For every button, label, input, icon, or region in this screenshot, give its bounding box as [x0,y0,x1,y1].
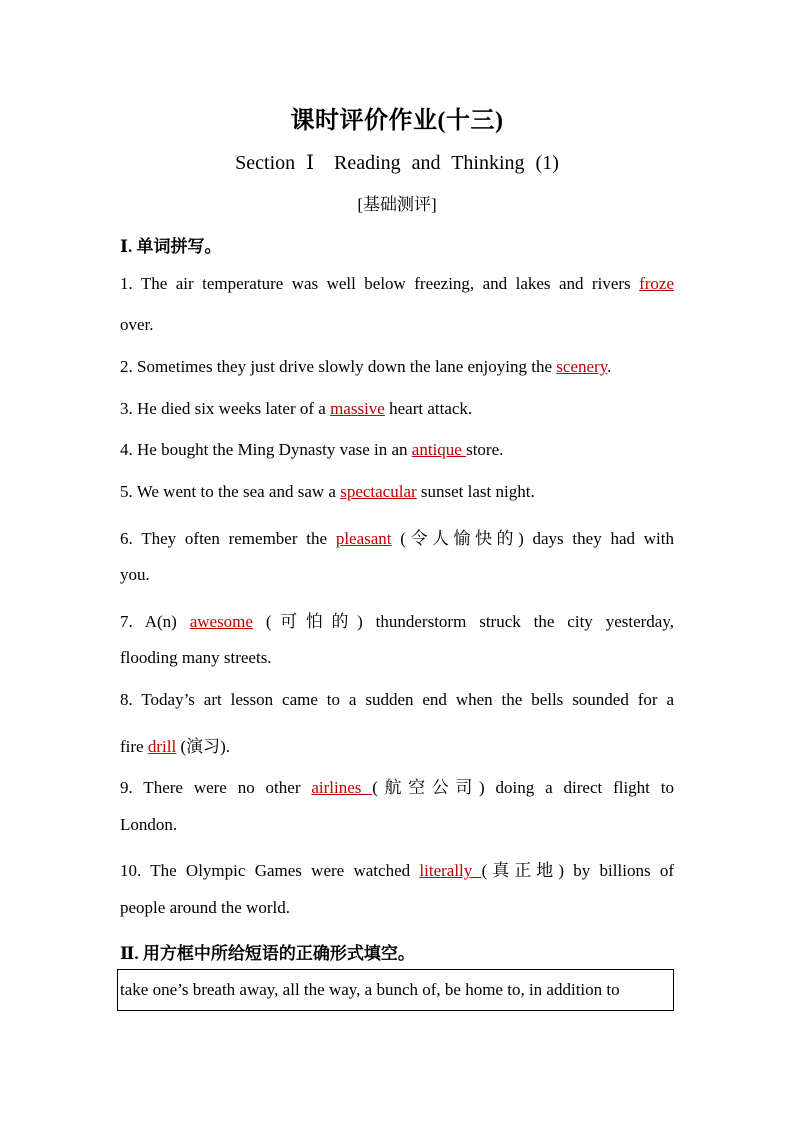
q8-answer: drill [147,737,177,756]
question-8-cont [120,732,674,757]
q9-answer: airlines [311,778,373,797]
q6-text-a: 6. They often remember the [120,529,336,548]
question-4 [120,440,674,460]
q2-answer: scenery [556,357,608,376]
q4-answer: antique [411,440,467,459]
part2-heading: Ⅱ. 用方框中所给短语的正确形式填空。 [120,944,415,963]
q2-text-a: 2. Sometimes they just drive slowly down the lane enjoying the [120,357,557,376]
q1-answer: froze [639,274,674,293]
question-2 [120,357,674,377]
q9-text-b: (航空公司) doing a direct flight to [372,778,674,797]
q7-text-c: flooding many streets. [120,648,272,667]
q7-answer: awesome [189,612,253,631]
section-subtitle: Section Ⅰ Reading and Thinking (1) [235,152,559,174]
q7-text-a: 7. A(n) [120,612,190,631]
q4-text-b: store. [466,440,504,459]
q1-text-b: over. [120,315,154,334]
q5-text-b: sunset last night. [416,482,535,501]
q8-text-a: 8. Today’s art lesson came to a sudden end when the bells sounded for a [120,690,674,709]
q3-text-a: 3. He died six weeks later of a [120,399,331,418]
q10-text-a: 10. The Olympic Games were watched [120,861,420,880]
question-7 [120,607,674,632]
q1-text-a: 1. The air temperature was well below freezing, and lakes and rivers [120,274,640,293]
q10-text-c: people around the world. [120,898,290,917]
q8-text-b: (演习). [176,737,231,756]
question-6-cont [120,565,674,585]
q4-text-a: 4. He bought the Ming Dynasty vase in an [120,440,412,459]
phrase-box: take one’s breath away, all the way, a bunch of, be home to, in addition to [117,969,674,1011]
q3-answer: massive [330,399,385,418]
q3-text-b: heart attack. [384,399,473,418]
question-7-cont [120,648,674,668]
q10-text-b: (真正地) by billions of [481,861,674,880]
q7-text-b: (可怕的) thunderstorm struck the city yesterday, [252,612,674,631]
question-5 [120,482,674,502]
question-3 [120,399,674,419]
q6-answer: pleasant [335,529,392,548]
question-10-cont [120,898,674,918]
q6-text-c: you. [120,565,150,584]
q5-answer: spectacular [340,482,417,501]
q9-text-a: 9. There were no other [120,778,312,797]
q5-text-a: 5. We went to the sea and saw a [120,482,341,501]
question-1-cont [120,315,674,335]
q8-text-c: fire [120,737,148,756]
part1-heading: Ⅰ. 单词拼写。 [120,237,222,256]
page-title: 课时评价作业(十三) [290,108,504,134]
q10-answer: literally [419,861,482,880]
question-8 [120,690,674,710]
question-6 [120,524,674,549]
q9-text-c: London. [120,815,178,834]
question-1 [120,274,674,294]
question-9 [120,773,674,798]
section-tag: [基础测评] [357,195,437,214]
question-10 [120,856,674,881]
question-9-cont [120,815,674,835]
q2-text-b: . [607,357,612,376]
q6-text-b: (令人愉快的) days they had with [391,529,674,548]
